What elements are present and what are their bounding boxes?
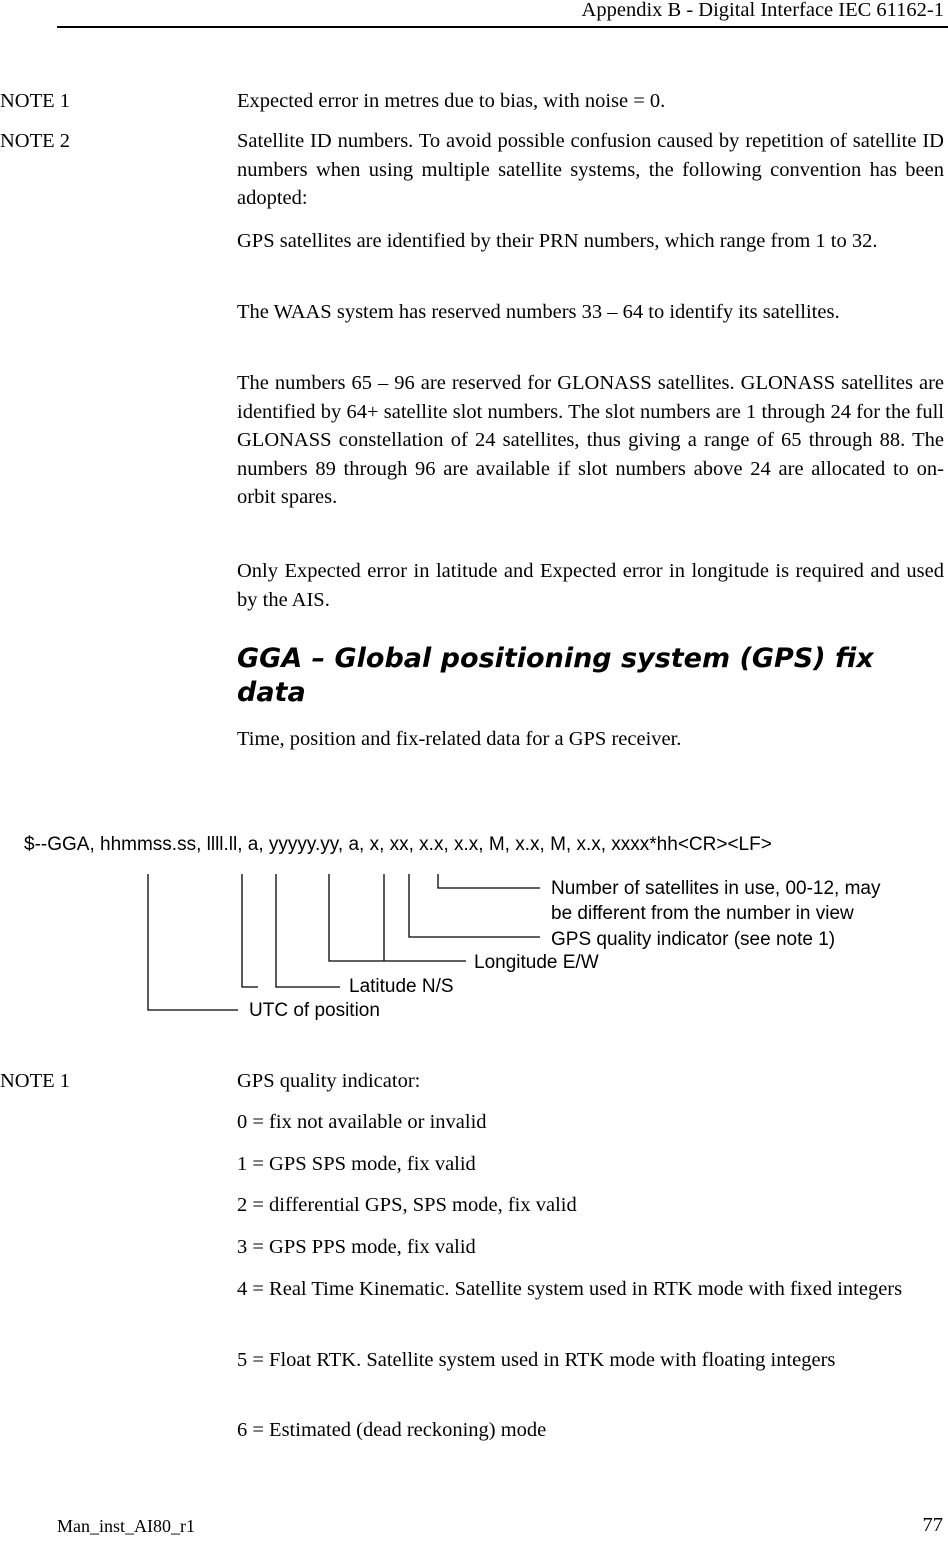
quality-list-item: GPS quality indicator: xyxy=(237,1070,421,1092)
leader-num-sats xyxy=(438,874,540,888)
leader-quality xyxy=(409,874,540,937)
quality-list-item: 1 = GPS SPS mode, fix valid xyxy=(237,1153,476,1175)
leader-latitude xyxy=(242,874,258,987)
quality-list-item: 2 = differential GPS, SPS mode, fix valid xyxy=(237,1194,577,1216)
note1-quality-label: NOTE 1 xyxy=(0,1070,71,1092)
label-longitude: Longitude E/W xyxy=(474,952,599,973)
note1-label: NOTE 1 xyxy=(0,90,71,112)
leader-longitude xyxy=(329,874,466,961)
note2-paragraph: GPS satellites are identified by their PRN numbers, which range from 1 to 32. xyxy=(237,230,878,252)
label-num-sats: be different from the number in view xyxy=(551,903,854,924)
label-utc: UTC of position xyxy=(249,1000,380,1021)
running-head: Appendix B - Digital Interface IEC 61162-1 xyxy=(581,0,944,21)
page-number: 77 xyxy=(922,1514,943,1536)
note2-paragraph: Only Expected error in latitude and Expected error in longitude is required and used by the AIS. xyxy=(237,560,944,611)
leader-latitude-hemisphere xyxy=(276,874,340,987)
note2-paragraph: The numbers 65 – 96 are reserved for GLONASS satellites. GLONASS satellites are identified by 64+ satellite slot numbers. The slot numbers are 1 through 24 for the full GLONASS constellation of 24 satellites, thus giving a range of 65 through 88. The numbers 89 through 96 are available if slot numbers above 24 are allocated to on-orbit spares. xyxy=(237,372,944,508)
note2-label: NOTE 2 xyxy=(0,130,71,152)
quality-list-item: 4 = Real Time Kinematic. Satellite system used in RTK mode with fixed integers xyxy=(237,1278,903,1300)
footer-doc-id: Man_inst_AI80_r1 xyxy=(57,1516,195,1536)
section-intro: Time, position and fix-related data for a GPS receiver. xyxy=(237,728,682,750)
quality-list-item: 5 = Float RTK. Satellite system used in RTK mode with floating integers xyxy=(237,1349,836,1371)
leader-lines xyxy=(148,874,540,1010)
leader-utc xyxy=(148,874,238,1010)
sentence-format: $--GGA, hhmmss.ss, llll.ll, a, yyyyy.yy, a, x, xx, x.x, x.x, M, x.x, M, x.x, xxxx*hh<CR><LF> xyxy=(24,834,772,855)
section-heading: GGA – Global positioning system (GPS) fix data xyxy=(237,643,874,708)
note2-paragraph: The WAAS system has reserved numbers 33 – 64 to identify its satellites. xyxy=(237,301,840,323)
label-quality: GPS quality indicator (see note 1) xyxy=(551,929,836,950)
label-latitude: Latitude N/S xyxy=(349,976,454,997)
quality-list-item: 6 = Estimated (dead reckoning) mode xyxy=(237,1419,547,1441)
label-num-sats: Number of satellites in use, 00-12, may xyxy=(551,878,881,899)
gga-sentence-diagram xyxy=(0,820,948,1030)
note1-text: Expected error in metres due to bias, with noise = 0. xyxy=(237,90,666,112)
note2-paragraph: Satellite ID numbers. To avoid possible confusion caused by repetition of satellite ID numbers when using multiple satellite systems, the following convention has been adopted: xyxy=(237,130,944,209)
quality-list-item: 3 = GPS PPS mode, fix valid xyxy=(237,1236,476,1258)
header-rule xyxy=(57,26,948,28)
quality-list-item: 0 = fix not available or invalid xyxy=(237,1111,487,1133)
